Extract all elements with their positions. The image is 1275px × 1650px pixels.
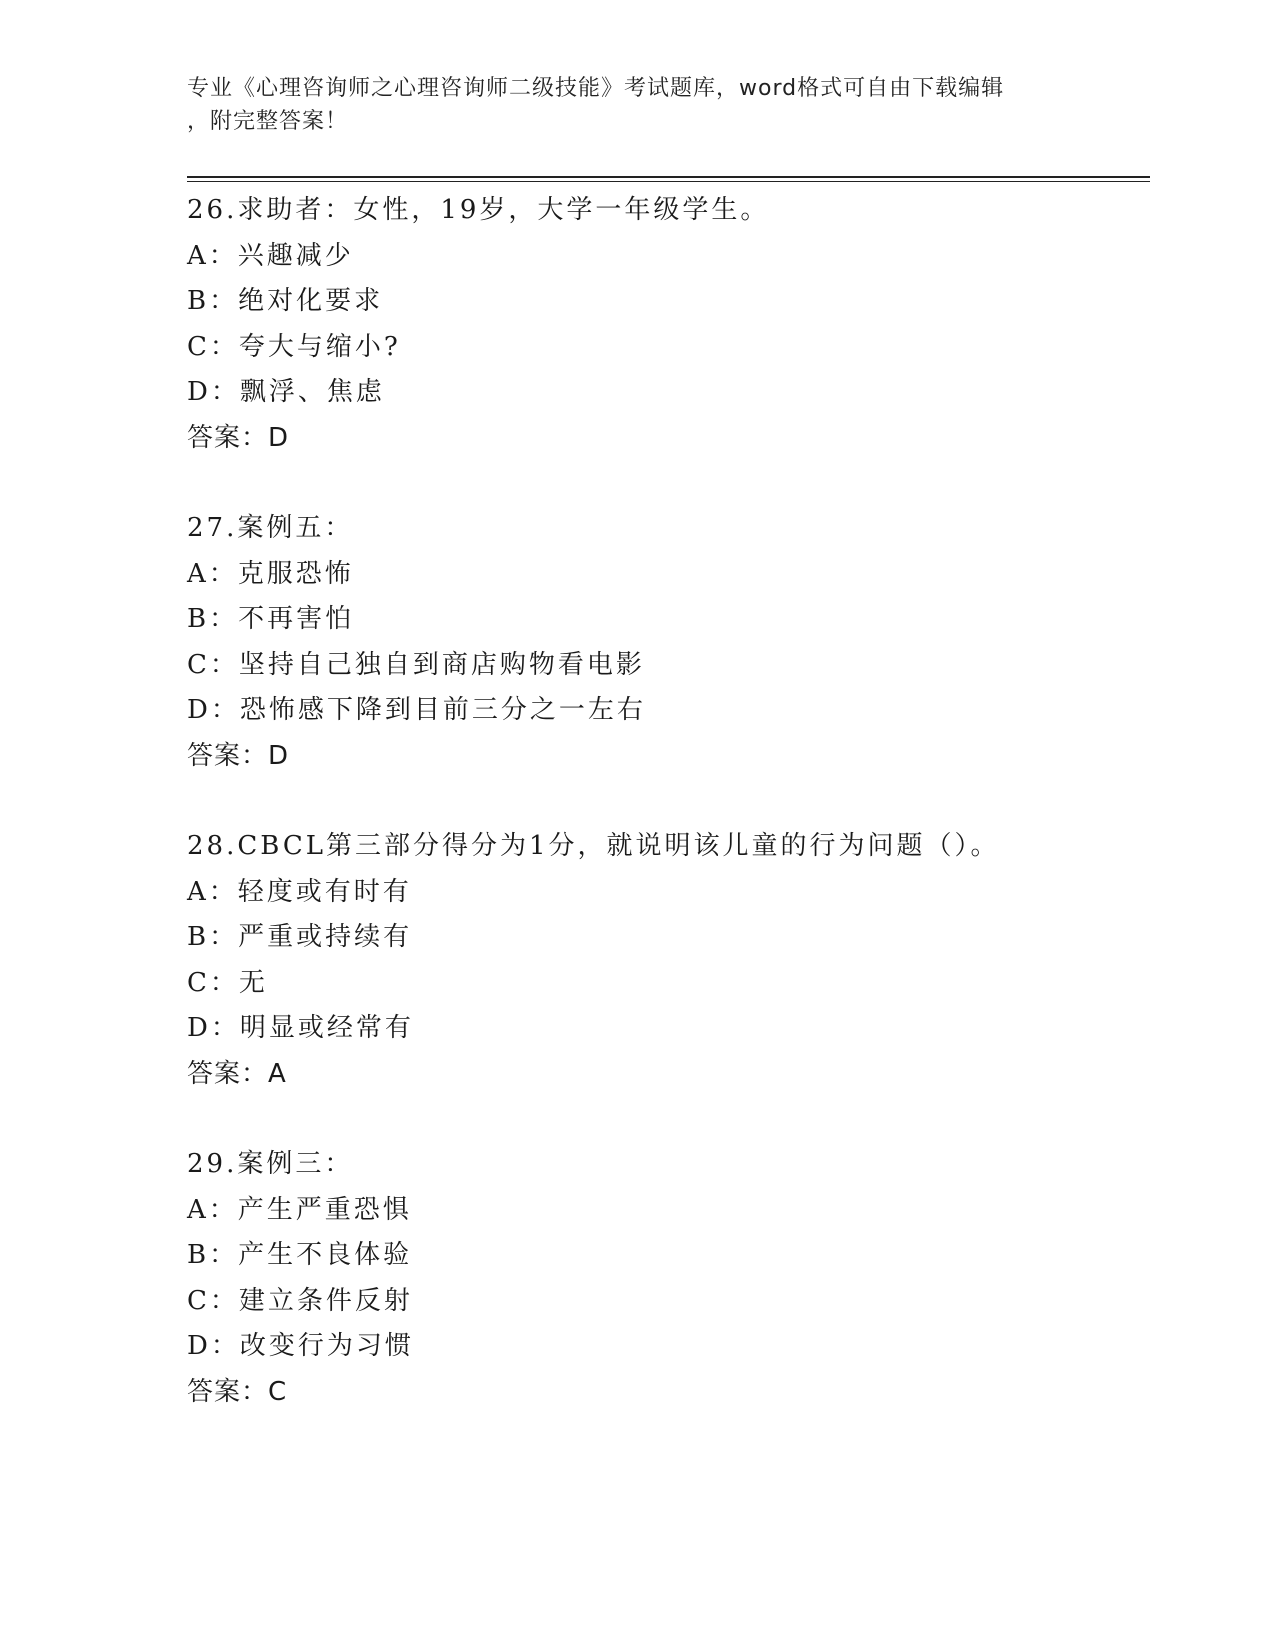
option-d: D：改变行为习惯 <box>187 1331 414 1361</box>
document-header <box>187 72 1067 138</box>
option-b: B：严重或持续有 <box>187 922 413 952</box>
header-divider-thin <box>187 181 1150 182</box>
question-item <box>187 188 1147 461</box>
answer-key: 答案：A <box>187 1058 287 1089</box>
question-spacer <box>187 1097 1147 1142</box>
question-stem: 26.求助者：女性，19岁，大学一年级学生。 <box>187 195 770 225</box>
option-c: C：建立条件反射 <box>187 1285 413 1316</box>
option-a: A：轻度或有时有 <box>187 876 412 907</box>
option-c: C：坚持自己独自到商店购物看电影 <box>187 649 645 680</box>
question-spacer <box>187 461 1147 506</box>
answer-key: 答案：C <box>187 1376 288 1407</box>
option-d: D：恐怖感下降到目前三分之一左右 <box>187 695 646 725</box>
option-c: C：夸大与缩小? <box>187 331 401 362</box>
question-item <box>187 824 1147 1097</box>
option-a: A：产生严重恐惧 <box>187 1194 412 1225</box>
answer-key: 答案：D <box>187 740 290 771</box>
question-list <box>187 188 1147 1415</box>
question-stem: 28.CBCL第三部分得分为1分，就说明该儿童的行为问题（）。 <box>187 831 1000 861</box>
answer-key: 答案：D <box>187 422 290 453</box>
header-line-1: 专业《心理咨询师之心理咨询师二级技能》考试题库，word格式可自由下载编辑 <box>187 76 1005 101</box>
option-c: C：无 <box>187 967 268 998</box>
question-stem: 29.案例三： <box>187 1149 354 1179</box>
header-line-2: ，附完整答案！ <box>187 109 349 134</box>
question-item <box>187 1142 1147 1415</box>
question-spacer <box>187 779 1147 824</box>
question-item <box>187 506 1147 779</box>
option-d: D：飘浮、焦虑 <box>187 377 385 407</box>
option-b: B：绝对化要求 <box>187 286 384 316</box>
header-divider-thick <box>187 176 1150 178</box>
option-b: B：不再害怕 <box>187 604 355 634</box>
option-d: D：明显或经常有 <box>187 1013 414 1043</box>
option-a: A：兴趣减少 <box>187 240 354 271</box>
question-stem: 27.案例五： <box>187 513 354 543</box>
option-a: A：克服恐怖 <box>187 558 354 589</box>
option-b: B：产生不良体验 <box>187 1240 413 1270</box>
